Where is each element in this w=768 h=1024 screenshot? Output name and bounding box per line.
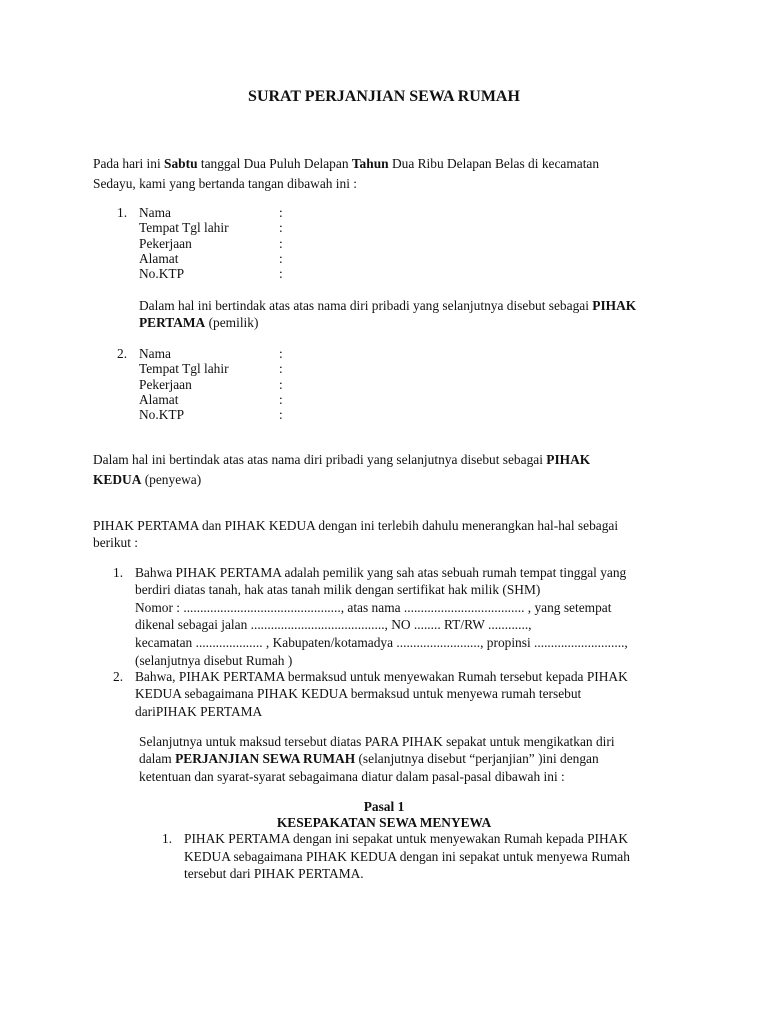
party1-number: 1. — [117, 205, 128, 220]
party2-colon-alamat: : — [279, 392, 283, 407]
pasal1-item1-line-3: tersebut dari PIHAK PERTAMA. — [184, 866, 364, 881]
point1-line-3: Nomor : ..............................................., atas nama .................................... , yang setempat — [135, 600, 612, 615]
party1-colon-ttl: : — [279, 220, 283, 235]
party1-colon-alamat: : — [279, 251, 283, 266]
point2-line-3: dariPIHAK PERTAMA — [135, 704, 263, 719]
point1-number: 1. — [113, 565, 124, 580]
party2-label-nama: Nama — [139, 346, 171, 361]
party1-colon-nama: : — [279, 205, 283, 220]
point1-line-6: (selanjutnya disebut Rumah ) — [135, 653, 293, 668]
intro-line-2: Sedayu, kami yang bertanda tangan dibawah ini : — [93, 176, 358, 191]
agreement-intro-line-1: PIHAK PERTAMA dan PIHAK KEDUA dengan ini terlebih dahulu menerangkan hal-hal sebagai — [93, 518, 619, 533]
party2-desc-line-2: KEDUA (penyewa) — [93, 472, 202, 487]
pasal1-item1-line-1: PIHAK PERTAMA dengan ini sepakat untuk menyewakan Rumah kepada PIHAK — [184, 831, 629, 846]
party1-label-ktp: No.KTP — [139, 266, 185, 281]
intro-line-1: Pada hari ini Sabtu tanggal Dua Puluh Delapan Tahun Dua Ribu Delapan Belas di kecamatan — [93, 156, 600, 171]
party1-colon-pekerjaan: : — [279, 236, 283, 251]
followup-line-3: ketentuan dan syarat-syarat sebagaimana diatur dalam pasal-pasal dibawah ini : — [139, 769, 565, 784]
party2-label-pekerjaan: Pekerjaan — [139, 377, 192, 392]
party1-desc-line-1: Dalam hal ini bertindak atas atas nama diri pribadi yang selanjutnya disebut sebagai PIHAK — [139, 298, 637, 313]
pasal-1-heading: Pasal 1 — [363, 799, 405, 814]
party1-label-alamat: Alamat — [139, 251, 179, 266]
party2-colon-ttl: : — [279, 361, 283, 376]
party1-label-nama: Nama — [139, 205, 171, 220]
party2-number: 2. — [117, 346, 128, 361]
pasal1-item1-line-2: KEDUA sebagaimana PIHAK KEDUA dengan ini sepakat untuk menyewa Rumah — [184, 849, 630, 864]
point1-line-1: Bahwa PIHAK PERTAMA adalah pemilik yang sah atas sebuah rumah tempat tinggal yang — [135, 565, 627, 580]
party2-desc-line-1: Dalam hal ini bertindak atas atas nama diri pribadi yang selanjutnya disebut sebagai PIHAK — [93, 452, 591, 467]
party1-colon-ktp: : — [279, 266, 283, 281]
point1-line-2: berdiri diatas tanah, hak atas tanah milik dengan sertifikat hak milik (SHM) — [135, 582, 541, 597]
party2-colon-pekerjaan: : — [279, 377, 283, 392]
point2-line-1: Bahwa, PIHAK PERTAMA bermaksud untuk menyewakan Rumah tersebut kepada PIHAK — [135, 669, 628, 684]
followup-line-1: Selanjutnya untuk maksud tersebut diatas PARA PIHAK sepakat untuk mengikatkan diri — [139, 734, 615, 749]
party1-label-ttl: Tempat Tgl lahir — [139, 220, 229, 235]
pasal-1-subheading: KESEPAKATAN SEWA MENYEWA — [276, 815, 492, 830]
followup-line-2: dalam PERJANJIAN SEWA RUMAH (selanjutnya disebut “perjanjian” )ini dengan — [139, 751, 599, 766]
party1-label-pekerjaan: Pekerjaan — [139, 236, 192, 251]
document-title: SURAT PERJANJIAN SEWA RUMAH — [248, 88, 520, 105]
point2-number: 2. — [113, 669, 124, 684]
party2-label-ktp: No.KTP — [139, 407, 185, 422]
party2-label-alamat: Alamat — [139, 392, 179, 407]
pasal1-item1-number: 1. — [162, 831, 173, 846]
point1-line-4: dikenal sebagai jalan ........................................, NO ........ RT/RW ............, — [135, 617, 532, 632]
party2-label-ttl: Tempat Tgl lahir — [139, 361, 229, 376]
party1-desc-line-2: PERTAMA (pemilik) — [139, 315, 259, 330]
party2-colon-ktp: : — [279, 407, 283, 422]
point1-line-5: kecamatan .................... , Kabupaten/kotamadya ........................., propinsi ..........................., — [135, 635, 628, 650]
point2-line-2: KEDUA sebagaimana PIHAK KEDUA bermaksud untuk menyewa rumah tersebut — [135, 686, 582, 701]
party2-colon-nama: : — [279, 346, 283, 361]
agreement-intro-line-2: berikut : — [93, 535, 138, 550]
